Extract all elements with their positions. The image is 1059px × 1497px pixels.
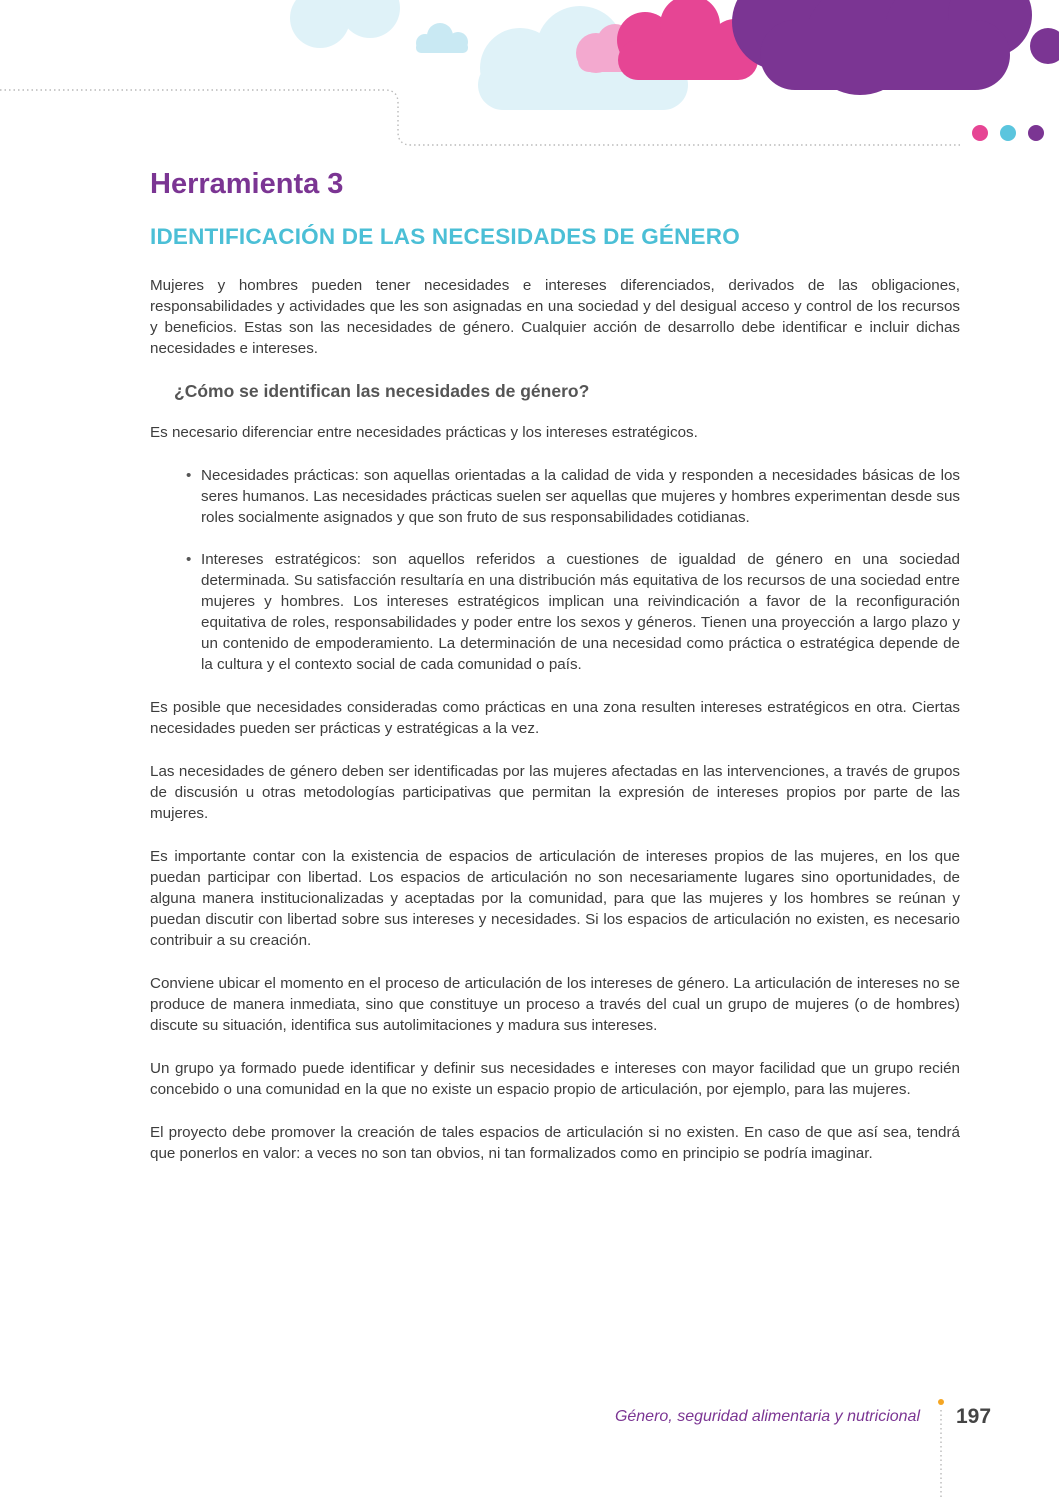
header-decoration bbox=[0, 0, 1059, 160]
purple-dot bbox=[1028, 125, 1044, 141]
intro-paragraph: Mujeres y hombres pueden tener necesidades e intereses diferenciados, derivados de las obligaciones, responsabilidades y actividades que les son asignadas en una sociedad y del desigual acceso y control de los recursos y beneficios. Estas son las necesidades de género. Cualquier acción de desarrollo debe identificar e incluir dichas necesidades e intereses. bbox=[150, 277, 960, 357]
footer-book-title: Género, seguridad alimentaria y nutricional bbox=[614, 1408, 920, 1425]
pink-dot bbox=[972, 125, 988, 141]
tool-subtitle: IDENTIFICACIÓN DE LAS NECESIDADES DE GÉNERO bbox=[150, 224, 740, 249]
body-paragraph: Es posible que necesidades consideradas como prácticas en una zona resulten intereses estratégicos en otra. Ciertas necesidades pueden ser prácticas y estratégicas a la vez. bbox=[150, 699, 960, 737]
dotted-guide-line bbox=[0, 90, 960, 145]
purple-cloud bbox=[732, 0, 1059, 95]
section-question: ¿Cómo se identifican las necesidades de género? bbox=[174, 381, 590, 401]
body-paragraph: Un grupo ya formado puede identificar y definir sus necesidades e intereses con mayor facilidad que un grupo recién concebido o una comunidad en la que no existe un espacio propio de articulación, por ejemplo, para las mujeres. bbox=[150, 1060, 960, 1098]
tool-title: Herramienta 3 bbox=[150, 168, 344, 200]
page-number: 197 bbox=[956, 1405, 992, 1428]
small-blue-cloud bbox=[416, 23, 468, 53]
teal-dot bbox=[1000, 125, 1016, 141]
bullet-strategic-interests: • Intereses estratégicos: son aquellos referidos a cuestiones de igualdad de género en una sociedad determinada. Su satisfacción resultaría en una distribución más equitativa de los recursos de una sociedad entre mujeres y hombres. Los intereses estratégicos implican una reivindicación a favor de la reconfiguración equitativa de roles, responsabilidades y poder entre los sexos y géneros. Tienen una proyección a largo plazo y un contenido de empoderamiento. La determinación de una necesidad como práctica o estratégica depende de la cultura y el contexto social de cada comunidad o país. bbox=[186, 549, 960, 675]
needs-bullet-list bbox=[150, 465, 960, 675]
body-paragraph: Es importante contar con la existencia de espacios de articulación de intereses propios de las mujeres, en los que puedan participar con libertad. Los espacios de articulación no son necesariamente lugares sino oportunidades, de alguna manera institucionalizadas y aceptadas por la comunidad, para que las mujeres y los hombres se reúnan y puedan discutir con libertad sobre sus intereses y necesidades. Si los espacios de articulación no existen, es necesario contribuir a su creación. bbox=[150, 848, 960, 949]
footer-divider bbox=[936, 1398, 946, 1497]
lead-paragraph: Es necesario diferenciar entre necesidades prácticas y los intereses estratégicos. bbox=[150, 424, 698, 441]
body-paragraph: Las necesidades de género deben ser identificadas por las mujeres afectadas en las intervenciones, a través de grupos de discusión u otras metodologías participativas que permitan la expresión de intereses propios por parte de las mujeres. bbox=[150, 763, 960, 822]
body-paragraph: El proyecto debe promover la creación de tales espacios de articulación si no existen. En caso de que así sea, tendrá que ponerlos en valor: a veces no son tan obvios, ni tan formalizados como en principio se podría imaginar. bbox=[150, 1124, 960, 1162]
body-paragraph: Conviene ubicar el momento en el proceso de articulación de los intereses de género. La articulación de intereses no se produce de manera inmediata, sino que constituye un proceso a través del cual un grupo de mujeres (o de hombres) discute su situación, identifica sus autolimitaciones y madura sus intereses. bbox=[150, 975, 960, 1034]
main-content bbox=[150, 275, 960, 1186]
bullet-practical-needs: • Necesidades prácticas: son aquellas orientadas a la calidad de vida y responden a necesidades básicas de los seres humanos. Las necesidades prácticas suelen ser aquellas que mujeres y hombres experimentan desde sus roles socialmente asignados y que son fruto de sus responsabilidades cotidianas. bbox=[186, 465, 960, 528]
